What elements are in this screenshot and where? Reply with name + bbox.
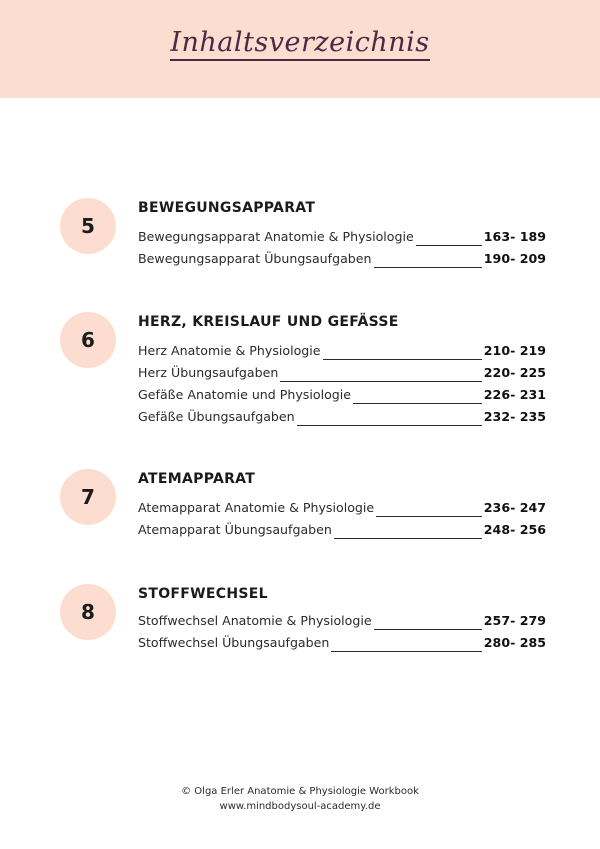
footer [0,784,600,814]
dot-leader [280,380,481,382]
dot-leader [323,358,482,360]
toc-entry-pages: 226- 231 [483,387,546,402]
dot-leader [331,650,481,652]
dot-leader [376,515,482,517]
toc-entry-title: Herz Übungsaufgaben [138,365,279,380]
toc-entry-pages: 280- 285 [483,635,546,650]
toc-entry[interactable] [138,251,546,273]
toc-entry-title: Stoffwechsel Übungsaufgaben [138,635,330,650]
chapter-heading: ATEMAPPARAT [138,471,256,487]
chapter-section [60,469,550,549]
toc-entry-title: Herz Anatomie & Physiologie [138,343,321,358]
toc-entry-pages: 220- 225 [483,365,546,380]
toc-entry[interactable] [138,387,546,409]
toc-entry-pages: 190- 209 [483,251,546,266]
dot-leader [374,628,482,630]
toc-entry-title: Bewegungsapparat Anatomie & Physiologie [138,229,414,244]
toc-entry-pages: 232- 235 [483,409,546,424]
toc-entry-pages: 248- 256 [483,522,546,537]
dot-leader [297,424,482,426]
toc-entry-title: Atemapparat Übungsaufgaben [138,522,332,537]
toc-entry-pages: 210- 219 [483,343,546,358]
dot-leader [353,402,482,404]
toc-entry[interactable] [138,343,546,365]
chapter-number-badge: 6 [60,312,116,368]
toc-entry-pages: 163- 189 [483,229,546,244]
chapter-heading: HERZ, KREISLAUF UND GEFÄSSE [138,314,399,330]
toc-entry-title: Stoffwechsel Anatomie & Physiologie [138,613,372,628]
chapter-heading: BEWEGUNGSAPPARAT [138,200,316,216]
toc-entry-title: Gefäße Anatomie und Physiologie [138,387,352,402]
chapter-number-badge: 8 [60,584,116,640]
toc-entry[interactable] [138,613,546,635]
toc-entry[interactable] [138,500,546,522]
toc-entry-title: Gefäße Übungsaufgaben [138,409,295,424]
toc-entry[interactable] [138,635,546,657]
toc-entry[interactable] [138,365,546,387]
chapter-section [60,198,550,278]
chapter-heading: STOFFWECHSEL [138,586,268,602]
toc-entry-title: Atemapparat Anatomie & Physiologie [138,500,375,515]
dot-leader [416,244,482,246]
toc-entry-title: Bewegungsapparat Übungsaufgaben [138,251,372,266]
dot-leader [334,537,482,539]
chapter-section [60,312,550,442]
page-title-text: Inhaltsverzeichnis [170,27,429,61]
toc-entry-pages: 236- 247 [483,500,546,515]
chapter-section [60,584,550,664]
footer-website-link[interactable]: www.mindbodysoul-academy.de [219,801,381,812]
dot-leader [374,266,482,268]
toc-entry[interactable] [138,522,546,544]
footer-copyright: © Olga Erler Anatomie & Physiologie Workbook [181,786,419,797]
toc-entry[interactable] [138,409,546,431]
page-title [0,27,600,58]
toc-entry-pages: 257- 279 [483,613,546,628]
chapter-number-badge: 7 [60,469,116,525]
chapter-number-badge: 5 [60,198,116,254]
toc-entry[interactable] [138,229,546,251]
